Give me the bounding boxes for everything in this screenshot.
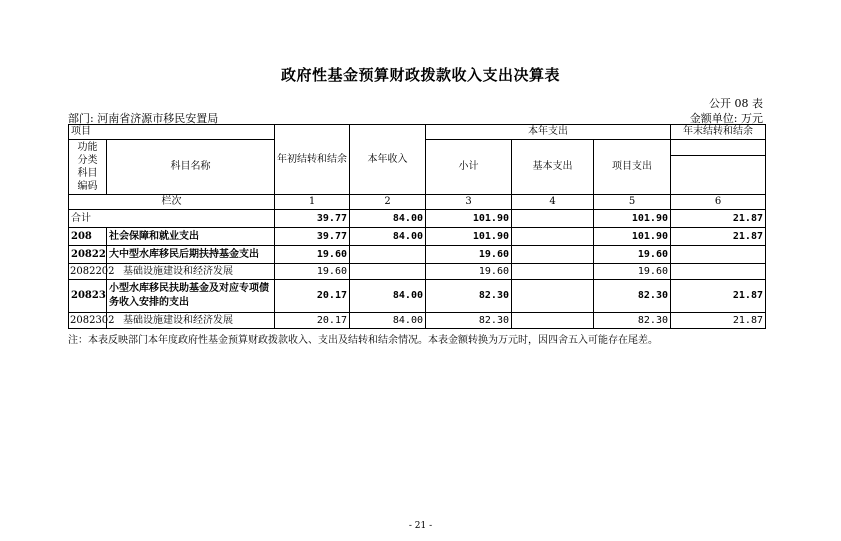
row-year-end: 21.87 [671,228,766,246]
row-name: 基础设施建设和经济发展 [107,313,275,329]
row-code: 合计 [69,210,275,228]
row-year-end [671,246,766,264]
column-number: 1 [275,195,350,210]
row-name: 小型水库移民扶助基金及对应专项债务收入安排的支出 [107,280,275,313]
row-income: 84.00 [350,280,426,313]
row-subtotal: 101.90 [426,228,512,246]
row-project: 82.30 [594,313,671,329]
row-name: 基础设施建设和经济发展 [107,264,275,280]
row-begin-balance: 19.60 [275,246,350,264]
row-project: 19.60 [594,264,671,280]
row-year-end [671,264,766,280]
page-title: 政府性基金预算财政拨款收入支出决算表 [280,66,560,84]
row-year-end: 21.87 [671,280,766,313]
row-income: 84.00 [350,210,426,228]
column-number: 3 [426,195,512,210]
row-project: 101.90 [594,228,671,246]
column-index-label: 栏次 [69,195,275,210]
row-name: 大中型水库移民后期扶持基金支出 [107,246,275,264]
row-project: 19.60 [594,246,671,264]
row-income: 84.00 [350,313,426,329]
department-label: 部门: 河南省济源市移民安置局 [68,112,219,125]
row-basic [512,313,594,329]
row-income [350,264,426,280]
header-blank-cell [671,155,766,194]
row-subtotal: 82.30 [426,313,512,329]
row-code: 2082202 [69,264,107,280]
row-code: 20822 [69,246,107,264]
row-income: 84.00 [350,228,426,246]
row-code: 20823 [69,280,107,313]
row-begin-balance: 39.77 [275,228,350,246]
row-code: 208 [69,228,107,246]
budget-table [68,124,766,329]
unit-label: 金额单位: 万元 [689,112,763,125]
page-number: - 21 - [408,521,433,531]
row-begin-balance: 20.17 [275,280,350,313]
row-subtotal: 101.90 [426,210,512,228]
row-basic [512,228,594,246]
header-begin-balance: 年初结转和结余 [275,125,350,195]
row-basic [512,280,594,313]
row-year-end: 21.87 [671,313,766,329]
column-number: 5 [594,195,671,210]
row-basic [512,246,594,264]
header-year-end-balance: 年末结转和结余 [671,125,766,140]
header-subtotal: 小计 [426,140,512,195]
column-number: 6 [671,195,766,210]
footnote: 注：本表反映部门本年度政府性基金预算财政拨款收入、支出及结转和结余情况。本表金额转换为万元时，因四舍五入可能存在尾差。 [68,335,658,346]
row-code: 2082302 [69,313,107,329]
row-begin-balance: 19.60 [275,264,350,280]
row-begin-balance: 39.77 [275,210,350,228]
row-subtotal: 82.30 [426,280,512,313]
header-basic-expense: 基本支出 [512,140,594,195]
row-name: 社会保障和就业支出 [107,228,275,246]
row-year-end: 21.87 [671,210,766,228]
row-income [350,246,426,264]
row-basic [512,264,594,280]
header-project-expense: 项目支出 [594,140,671,195]
row-subtotal: 19.60 [426,246,512,264]
header-func-code: 功能分类科目编码 [69,140,107,195]
row-basic [512,210,594,228]
header-blank-cell [671,140,766,156]
row-subtotal: 19.60 [426,264,512,280]
column-number: 2 [350,195,426,210]
header-subject-name: 科目名称 [107,140,275,195]
column-number: 4 [512,195,594,210]
row-project: 82.30 [594,280,671,313]
header-current-income: 本年收入 [350,125,426,195]
table-code: 公开 08 表 [709,97,763,110]
row-begin-balance: 20.17 [275,313,350,329]
header-current-year-expense: 本年支出 [426,125,671,140]
row-project: 101.90 [594,210,671,228]
header-project: 项目 [69,125,275,140]
